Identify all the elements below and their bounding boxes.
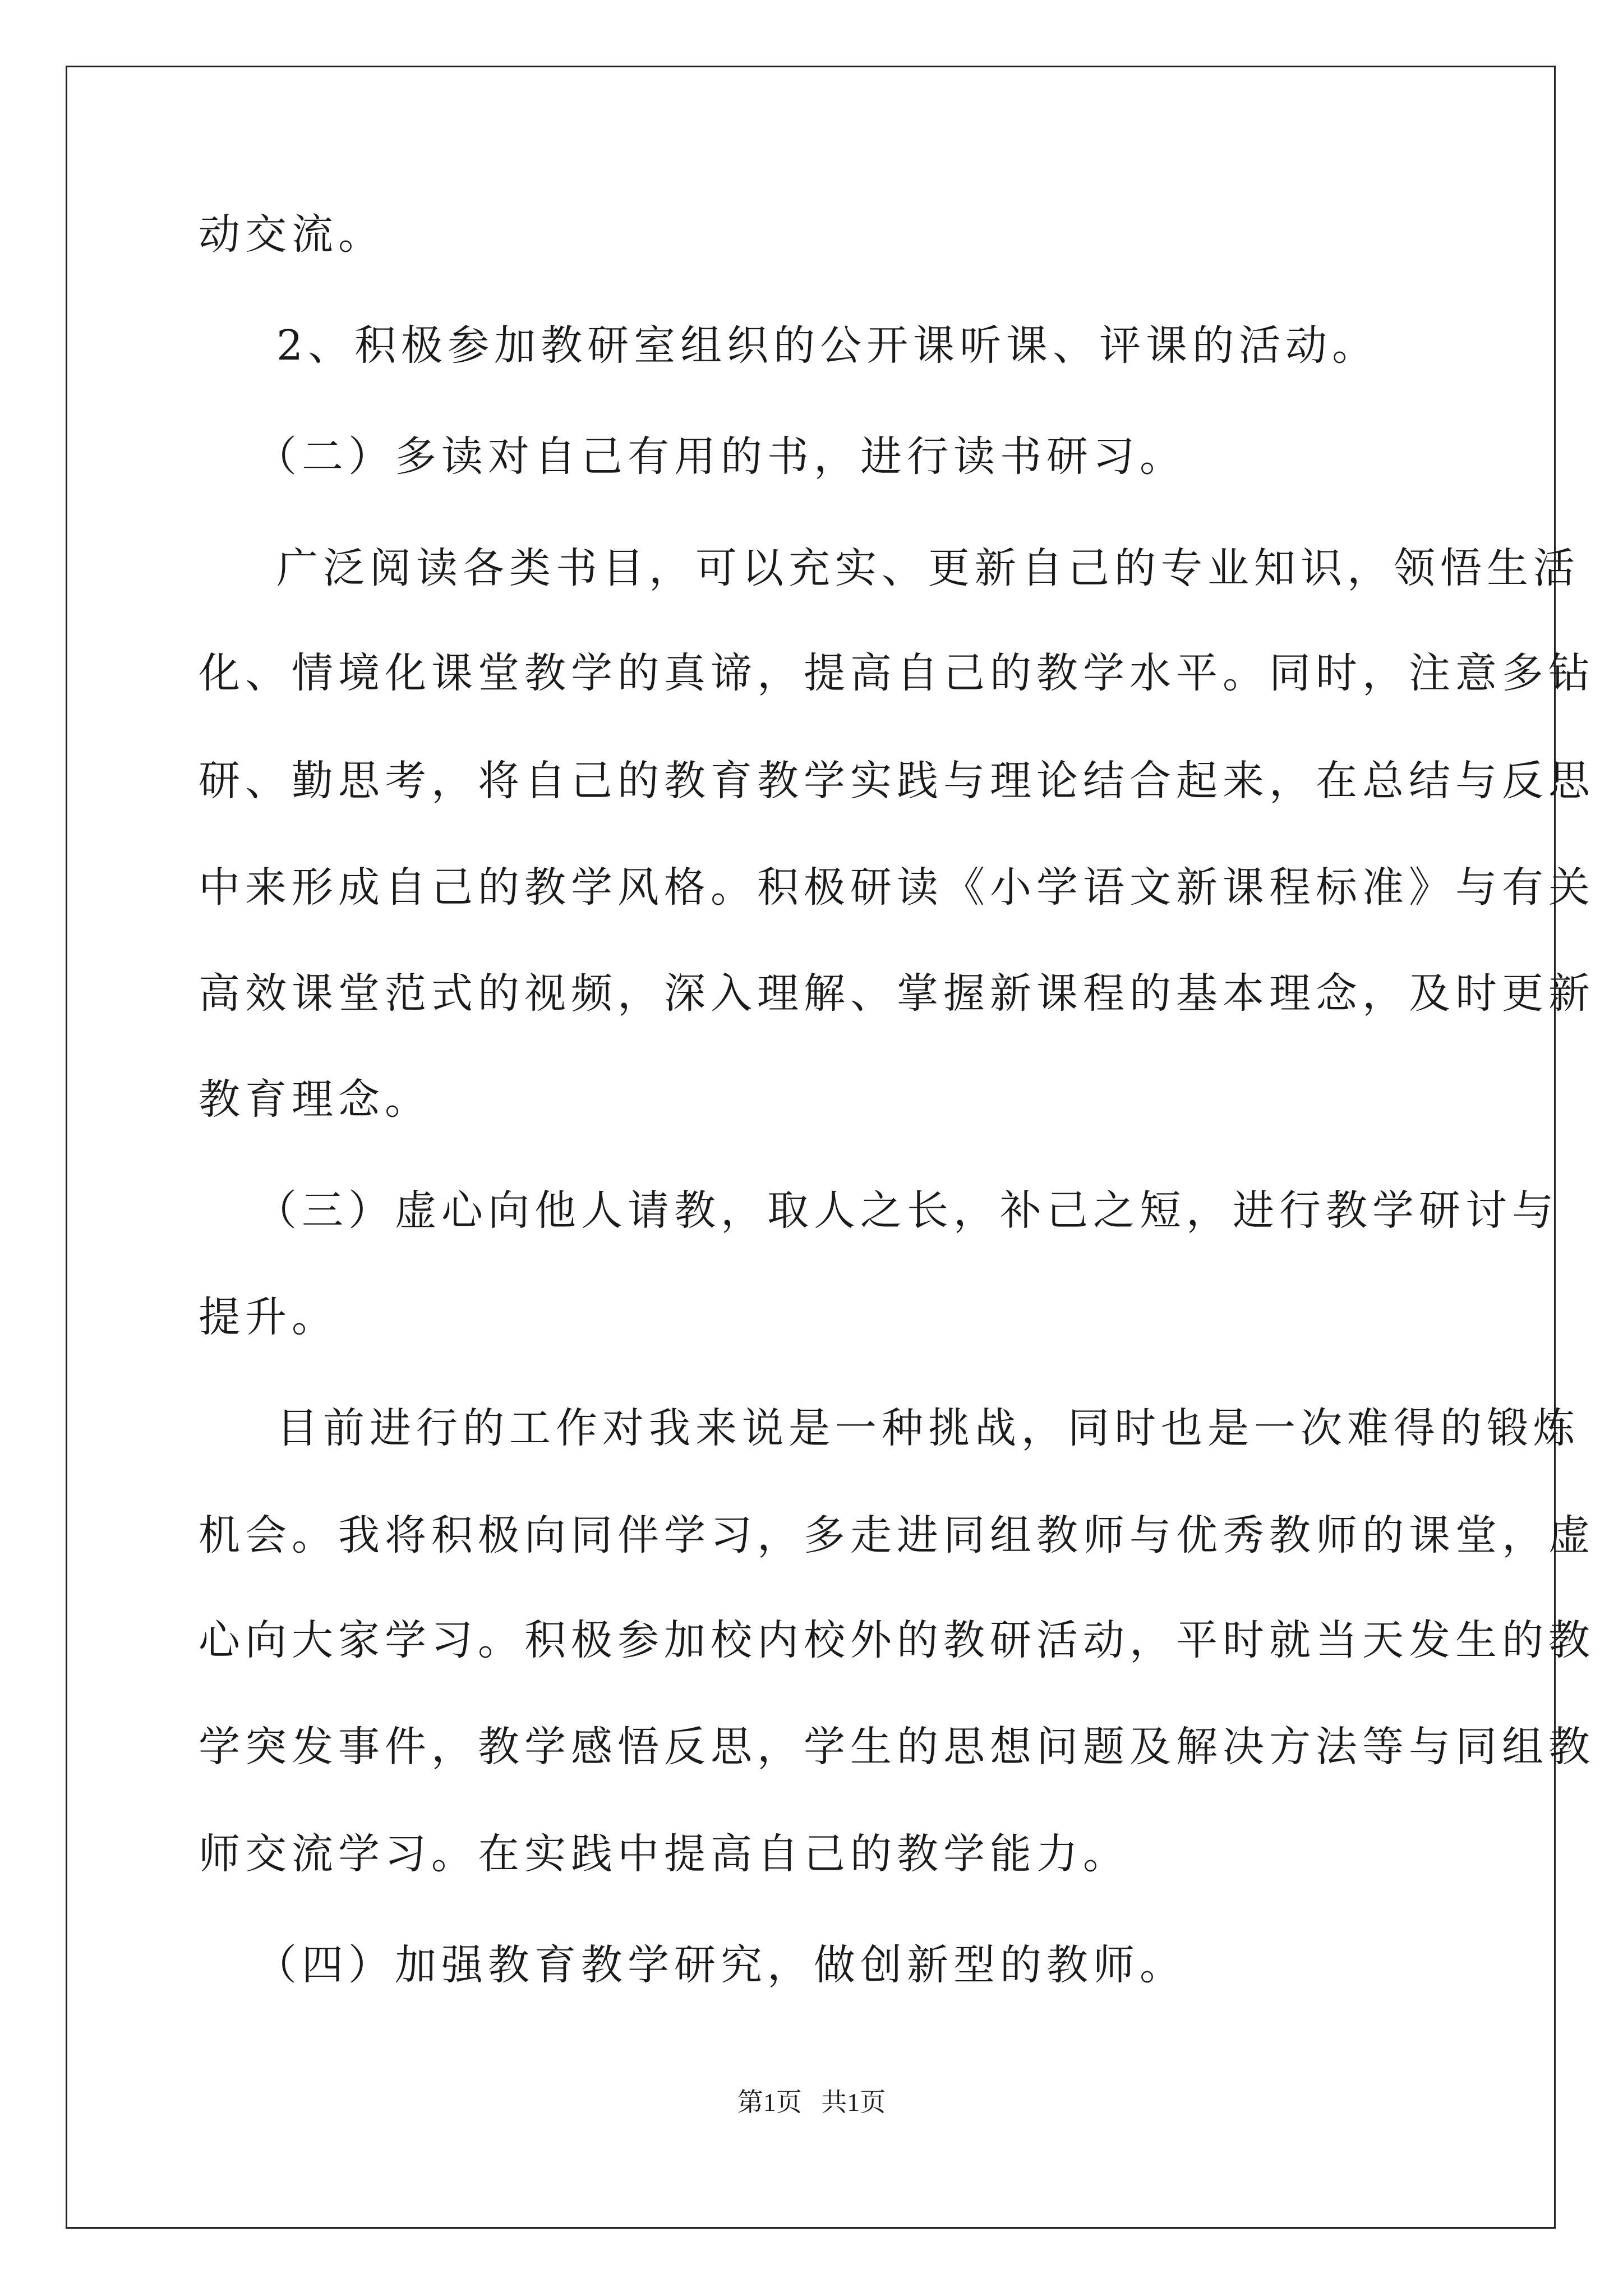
text-line: 研、勤思考，将自己的教育教学实践与理论结合起来，在总结与反思 (199, 757, 1595, 805)
text-line: 教育理念。 (199, 1075, 431, 1124)
text-line: 心向大家学习。积极参加校内校外的教研活动，平时就当天发生的教 (199, 1616, 1595, 1664)
text-line: 广泛阅读各类书目，可以充实、更新自己的专业知识，领悟生活 (276, 544, 1580, 592)
text-line: 中来形成自己的教学风格。积极研读《小学语文新课程标准》与有关 (199, 863, 1595, 912)
text-line: 化、情境化课堂教学的真谛，提高自己的教学水平。同时，注意多钻 (199, 649, 1595, 697)
page-border (66, 66, 1556, 2229)
text-line: 高效课堂范式的视频，深入理解、掌握新课程的基本理念，及时更新 (199, 969, 1595, 1018)
text-line: （二）多读对自己有用的书，进行读书研习。 (255, 432, 1186, 481)
text-line: 动交流。 (199, 210, 385, 259)
text-line: 目前进行的工作对我来说是一种挑战，同时也是一次难得的锻炼 (276, 1404, 1580, 1452)
text-line: 2、积极参加教研室组织的公开课听课、评课的活动。 (276, 321, 1379, 370)
text-line: 机会。我将积极向同伴学习，多走进同组教师与优秀教师的课堂，虚 (199, 1511, 1595, 1559)
page-footer: 第1页 共1页 (737, 2088, 886, 2116)
text-line: （三）虚心向他人请教，取人之长，补己之短，进行教学研讨与 (255, 1186, 1559, 1235)
text-line: 学突发事件，教学感悟反思，学生的思想问题及解决方法等与同组教 (199, 1723, 1595, 1771)
text-line: （四）加强教育教学研究，做创新型的教师。 (255, 1941, 1186, 1989)
text-line: 提升。 (199, 1293, 338, 1341)
text-line: 师交流学习。在实践中提高自己的教学能力。 (199, 1830, 1129, 1878)
